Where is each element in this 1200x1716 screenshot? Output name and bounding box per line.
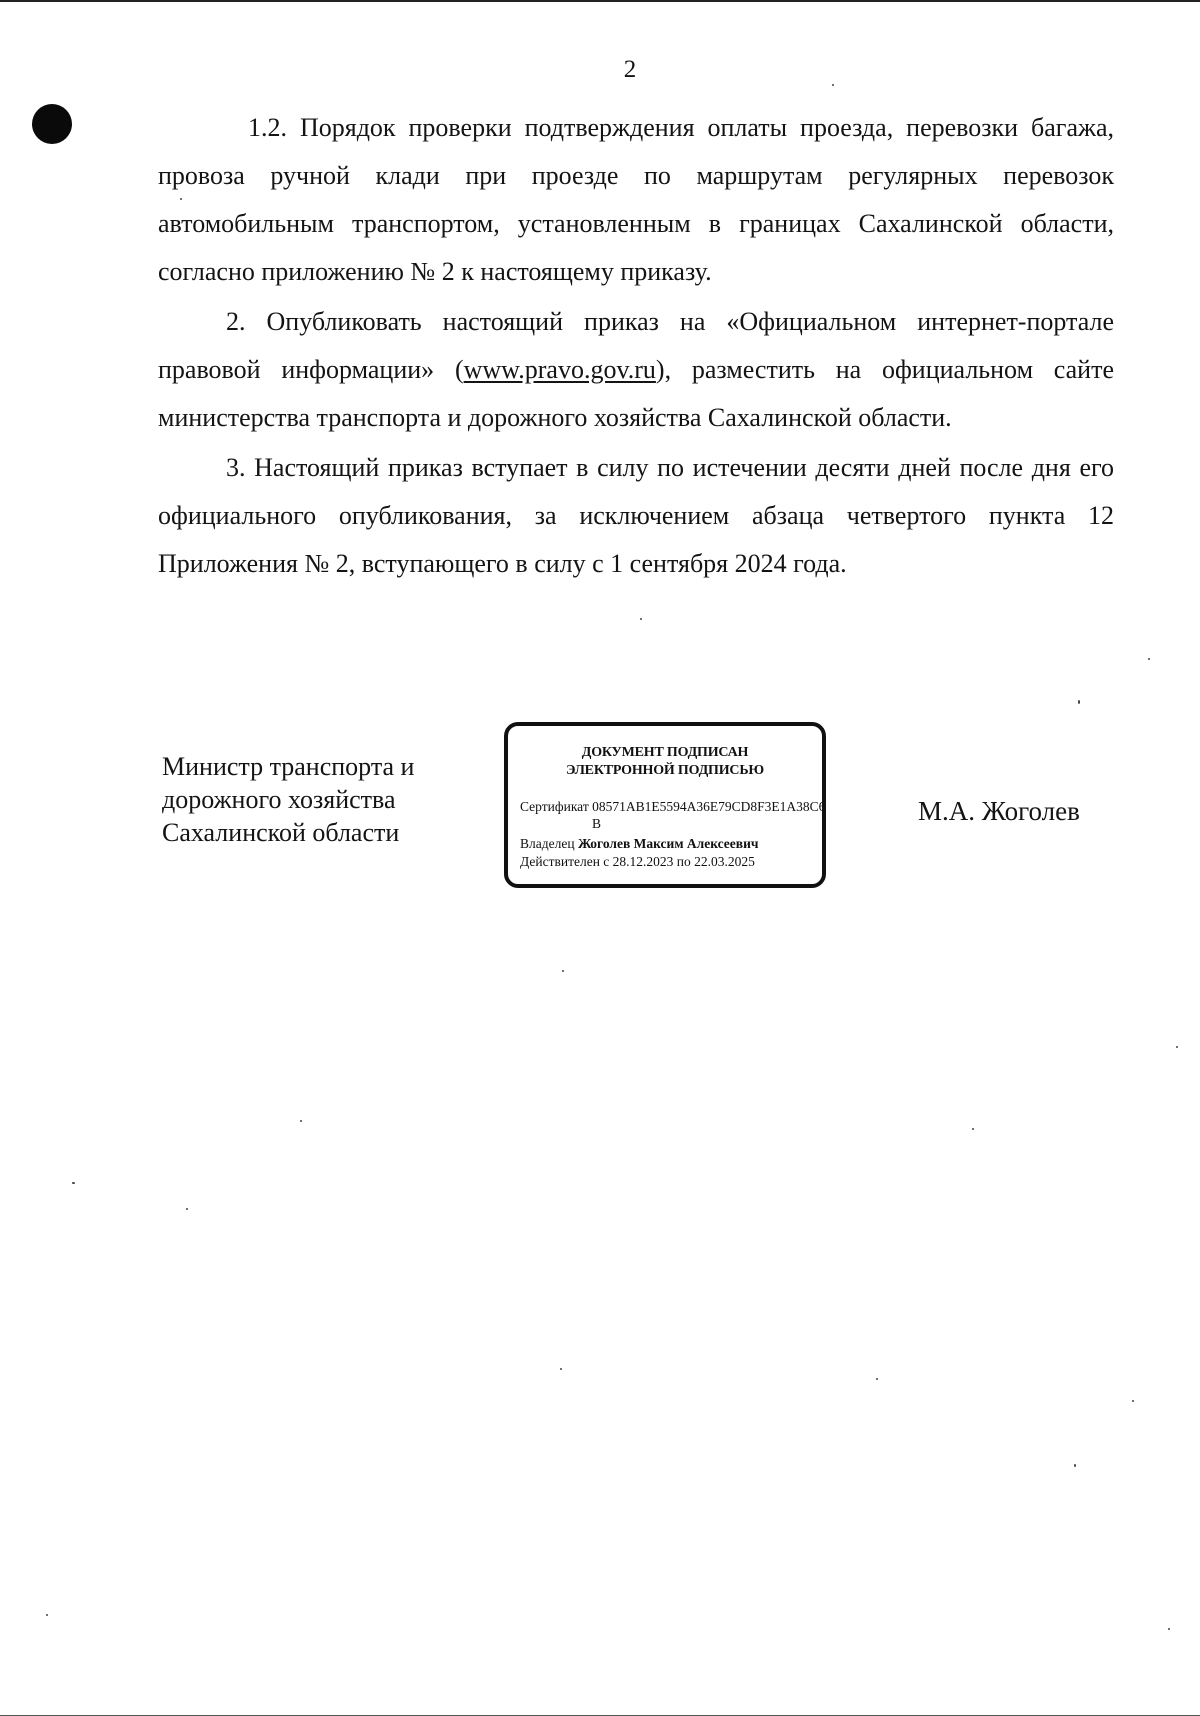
scan-speck <box>72 1182 75 1184</box>
signer-position-line-1: Министр транспорта и <box>162 752 415 781</box>
paragraph-2-text-after-link: ), разместить на официальном сайте министерства транспорта и дорожного хозяйства Сахалинской области. <box>158 355 1115 432</box>
scan-speck <box>832 84 834 86</box>
stamp-certificate-value: 08571AB1E5594A36E79CD8F3E1A38C6 <box>592 799 826 814</box>
scan-speck <box>186 1208 188 1210</box>
scan-top-edge <box>0 0 1200 2</box>
stamp-validity: Действителен с 28.12.2023 по 22.03.2025 <box>520 854 755 869</box>
electronic-signature-stamp <box>504 722 826 888</box>
stamp-header-line-1: ДОКУМЕНТ ПОДПИСАН <box>581 745 749 760</box>
scan-speck <box>300 1120 302 1122</box>
stamp-certificate-label: Сертификат <box>520 799 589 814</box>
stamp-owner <box>520 835 758 852</box>
scan-speck <box>1148 658 1150 660</box>
pravo-gov-link[interactable]: www.pravo.gov.ru <box>463 355 656 384</box>
signer-position <box>162 750 482 849</box>
signer-position-line-3: Сахалинской области <box>162 818 400 847</box>
paragraph-1-2: 1.2. Порядок проверки подтверждения оплаты проезда, перевозки багажа, провоза ручной клади при проезде по маршрутам регулярных перевозок автомобильным транспортом, установленным в границах Сахалинской области, согласно приложению № 2 к настоящему приказу. <box>158 113 1114 286</box>
stamp-header <box>508 744 822 780</box>
scan-speck <box>1168 1628 1170 1630</box>
scan-speck <box>1074 1464 1076 1467</box>
scan-speck <box>1078 700 1080 704</box>
stamp-certificate-continuation: B <box>592 816 602 831</box>
stamp-header-line-2: ЭЛЕКТРОННОЙ ПОДПИСЬЮ <box>566 763 764 778</box>
scan-speck <box>1176 1046 1178 1048</box>
page-number: 2 <box>623 56 637 83</box>
hole-punch-mark <box>32 104 72 144</box>
paragraph-2-text-before-link: 2. Опубликовать настоящий приказ на «Официальном интернет-портале правовой информации» ( <box>158 307 1114 384</box>
scan-speck <box>562 970 564 972</box>
stamp-owner-label: Владелец <box>520 836 575 851</box>
scan-speck <box>46 1614 48 1616</box>
scan-speck <box>876 1378 878 1380</box>
scan-speck <box>560 1368 562 1370</box>
scan-speck <box>180 198 182 200</box>
stamp-certificate <box>520 798 826 815</box>
scan-speck <box>640 618 642 620</box>
scan-speck <box>972 1128 974 1130</box>
paragraph-3: 3. Настоящий приказ вступает в силу по истечении десяти дней после дня его официального опубликования, за исключением абзаца четвертого пункта 12 Приложения № 2, вступающего в силу с 1 сентября 2024 года. <box>158 453 1114 578</box>
signer-name: М.А. Жоголев <box>918 796 1080 826</box>
paragraph-2 <box>158 298 1114 442</box>
stamp-owner-value: Жоголев Максим Алексеевич <box>577 836 759 851</box>
scan-speck <box>1132 1400 1134 1402</box>
signer-position-line-2: дорожного хозяйства <box>162 785 396 814</box>
document-body <box>158 104 1114 588</box>
